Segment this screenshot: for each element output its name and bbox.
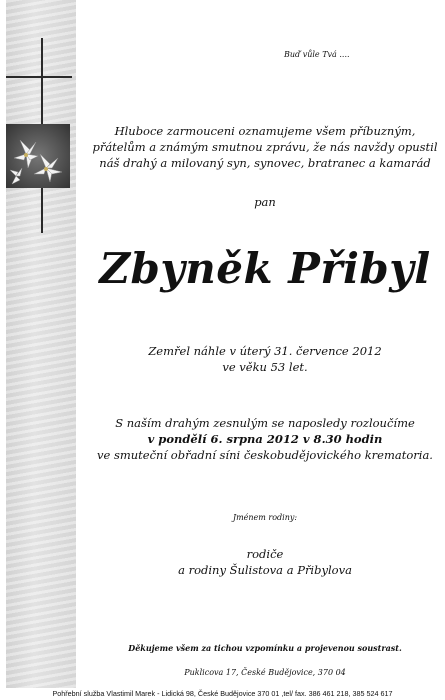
lily-flower-image <box>6 124 70 188</box>
intro-line-2: přátelům a známým smutnou zprávu, že nás navždy opustil <box>92 140 438 154</box>
lily-flower-icon <box>6 124 70 188</box>
funeral-service-footer: Pohřební služba Vlastimil Marek - Lidická 98, České Budějovice 370 01 ,tel/ fax. 386 461 218, 385 524 617 <box>52 689 393 698</box>
thanks-line: Děkujeme všem za tichou vzpomínku a projevenou soustrast. <box>128 643 402 653</box>
family-line-2: a rodiny Šulistova a Přibylova <box>178 563 352 577</box>
intro-line-1: Hluboce zarmouceni oznamujeme všem příbuzným, <box>114 124 416 138</box>
intro-line-3: náš drahý a milovaný syn, synovec, bratranec a kamarád <box>99 156 431 170</box>
farewell-line-3: ve smuteční obřadní síni českobudějovického krematoria. <box>97 448 433 462</box>
cross-horizontal-bar <box>6 76 72 78</box>
farewell-date-time: v pondělí 6. srpna 2012 v 8.30 hodin <box>147 432 383 446</box>
farewell-line-1: S naším drahým zesnulým se naposledy rozloučíme <box>115 416 415 430</box>
deceased-name: Zbyněk Přibyl <box>99 244 431 293</box>
family-line-1: rodiče <box>246 547 284 561</box>
death-line-1: Zemřel náhle v úterý 31. července 2012 <box>148 344 382 358</box>
family-label: Jménem rodiny: <box>232 513 298 522</box>
title-prefix: pan <box>254 195 276 209</box>
death-line-2: ve věku 53 let. <box>222 360 308 374</box>
motto: Buď vůle Tvá .... <box>284 50 350 59</box>
address-line: Puklicova 17, České Budějovice, 370 04 <box>184 668 346 677</box>
